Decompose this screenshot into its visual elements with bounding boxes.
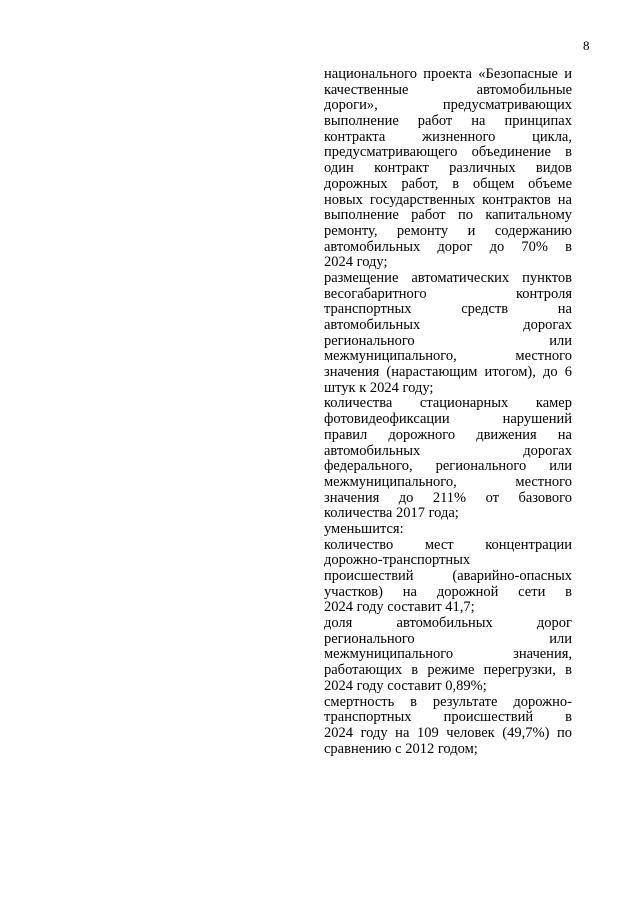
text-line: смертность в результате дорожно-: [324, 693, 572, 710]
paragraph-mortality: [324, 695, 572, 758]
text-line: 2024 году составит 41,7;: [324, 599, 475, 616]
text-line: автомобильных дорогах: [324, 442, 572, 459]
text-line: доля автомобильных дорог: [324, 615, 572, 632]
text-line: значения до 211% от базового: [324, 489, 572, 506]
text-line: значения (нарастающим итогом), до 6: [324, 364, 572, 381]
text-line: правил дорожного движения на: [324, 426, 572, 443]
text-line: количества стационарных камер: [324, 395, 572, 412]
text-line: межмуниципального, местного: [324, 473, 572, 490]
text-line: межмуниципального значения,: [324, 646, 572, 663]
text-line: дороги», предусматривающих: [324, 97, 572, 114]
paragraph-cameras: [324, 396, 572, 522]
text-line: регионального или: [324, 630, 572, 647]
text-line: дорожных работ, в общем объеме: [324, 175, 572, 192]
text-line: количество мест концентрации: [324, 536, 572, 553]
paragraph-project-contracts: [324, 67, 572, 271]
text-line: автомобильных дорогах: [324, 317, 572, 333]
paragraph-accident-locations: [324, 538, 572, 616]
paragraph-overloaded-roads: [324, 616, 572, 694]
paragraph-decrease-heading: [324, 522, 572, 538]
text-line: размещение автоматических пунктов: [324, 269, 572, 286]
text-line: межмуниципального, местного: [324, 348, 572, 365]
text-line: 2024 году;: [324, 254, 388, 271]
page-number: 8: [583, 38, 590, 53]
text-line: участков) на дорожной сети в: [324, 583, 572, 600]
text-line: федерального, регионального или: [324, 458, 572, 475]
text-line: транспортных происшествий в: [324, 709, 572, 726]
text-line: уменьшится:: [324, 520, 404, 537]
text-line: 2024 году составит 0,89%;: [324, 677, 487, 694]
text-line: транспортных средств на: [324, 301, 572, 318]
text-line: выполнение работ на принципах: [324, 113, 572, 130]
document-body: [324, 67, 572, 757]
text-line: ремонту, ремонту и содержанию: [324, 222, 572, 239]
text-line: количества 2017 года;: [324, 505, 459, 522]
text-line: дорожно-транспортных: [324, 552, 471, 569]
text-line: качественные автомобильные: [324, 81, 572, 98]
text-line: предусматривающего объединение в: [324, 144, 572, 161]
paragraph-weight-control: [324, 271, 572, 397]
text-line: выполнение работ по капитальному: [324, 207, 572, 224]
text-line: происшествий (аварийно-опасных: [324, 568, 572, 584]
text-line: национального проекта «Безопасные и: [324, 66, 572, 82]
text-line: один контракт различных видов: [324, 160, 572, 177]
text-line: сравнению с 2012 годом;: [324, 740, 478, 757]
text-line: 2024 году на 109 человек (49,7%) по: [324, 724, 572, 741]
text-line: автомобильных дорог до 70% в: [324, 238, 572, 255]
text-line: новых государственных контрактов на: [324, 191, 572, 208]
text-line: работающих в режиме перегрузки, в: [324, 662, 572, 679]
text-line: фотовидеофиксации нарушений: [324, 411, 572, 428]
text-line: контракта жизненного цикла,: [324, 128, 572, 145]
text-line: весогабаритного контроля: [324, 285, 572, 302]
text-line: штук к 2024 году;: [324, 379, 434, 396]
text-line: регионального или: [324, 332, 572, 349]
